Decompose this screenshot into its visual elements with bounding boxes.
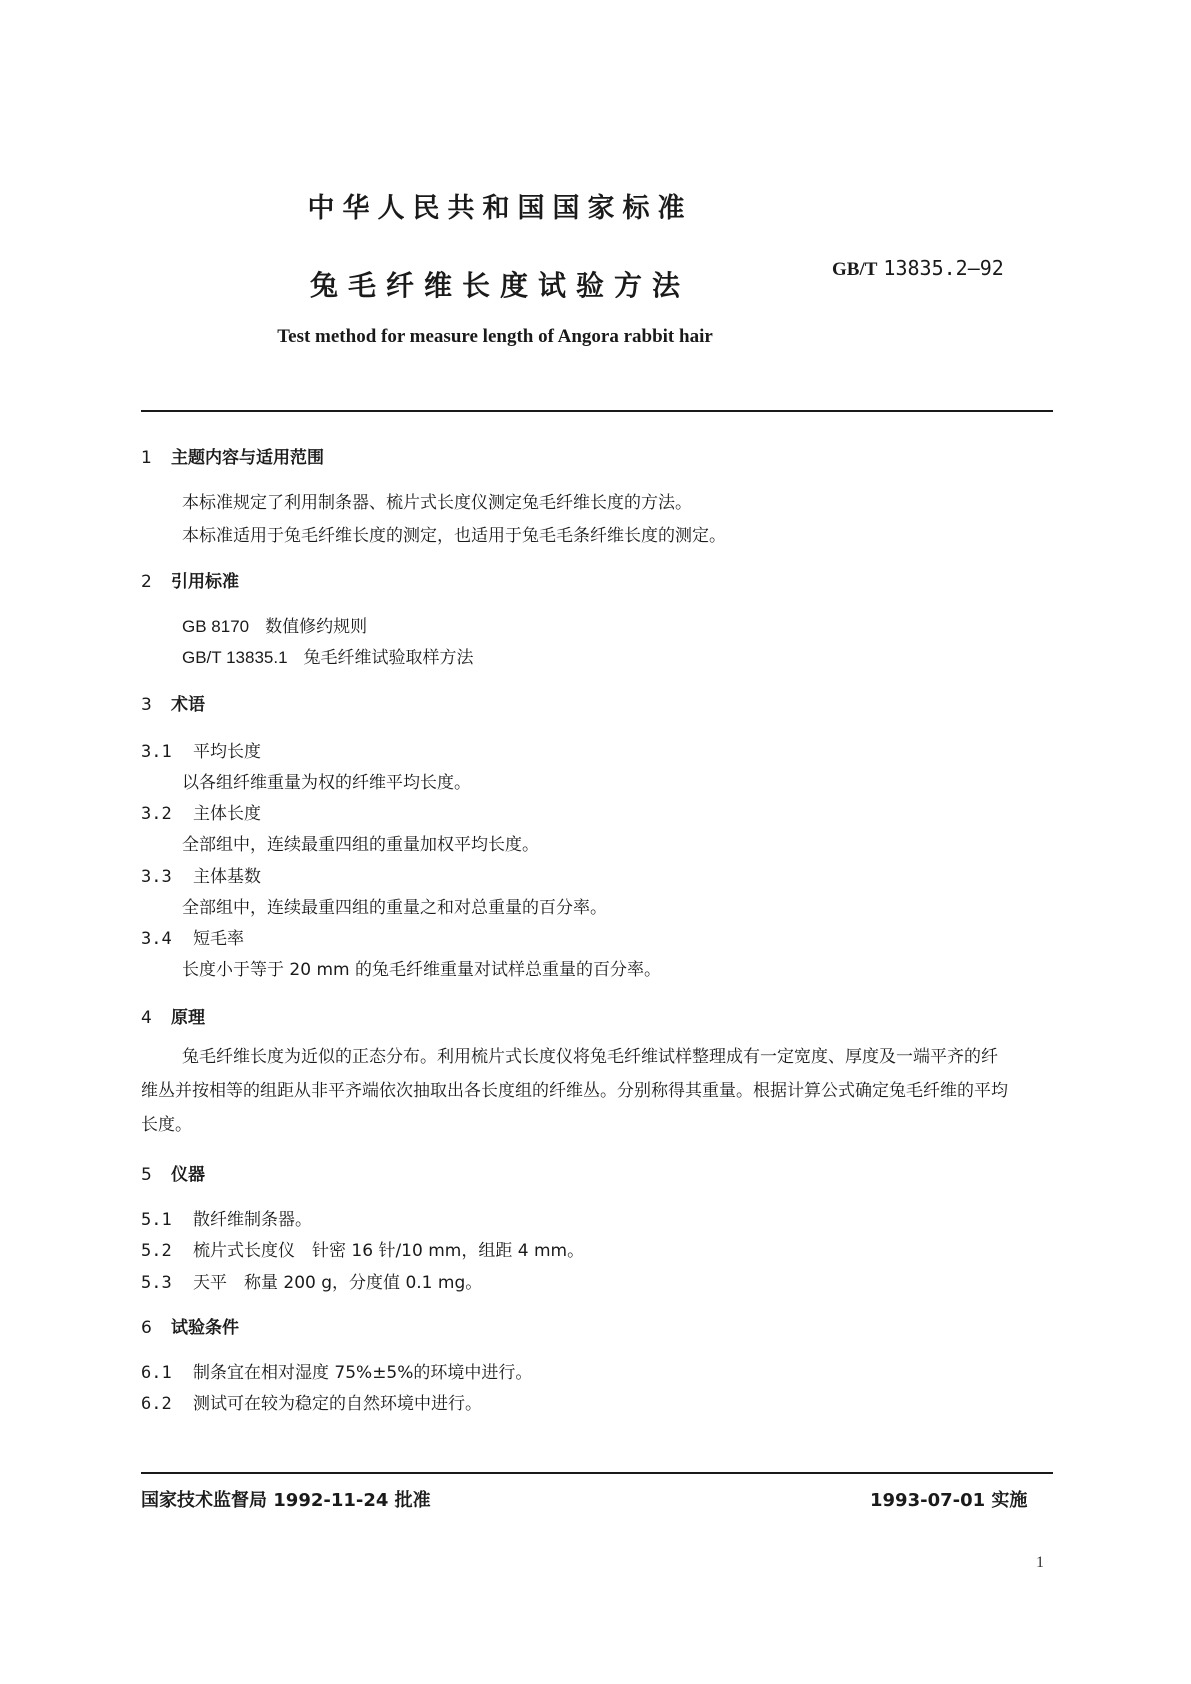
instrument-5-1-text: 散纤维制条器。 (193, 1210, 312, 1230)
instrument-5-3 (141, 1268, 482, 1293)
section-4-heading (141, 1003, 205, 1028)
section-6-title: 试验条件 (171, 1318, 239, 1338)
section-6-heading (141, 1313, 239, 1338)
condition-6-2-text: 测试可在较为稳定的自然环境中进行。 (193, 1394, 482, 1414)
document-title-en: Test method for measure length of Angora rabbit hair (277, 326, 713, 347)
term-3-2-number: 3.2 (141, 804, 172, 824)
header-divider (141, 410, 1053, 412)
condition-6-1-number: 6.1 (141, 1363, 172, 1383)
section-6-number: 6 (141, 1318, 152, 1338)
term-3-2-term: 主体长度 (193, 804, 261, 824)
instrument-5-1-number: 5.1 (141, 1210, 172, 1230)
term-3-1-definition: 以各组纤维重量为权的纤维平均长度。 (182, 773, 471, 793)
term-3-1-number: 3.1 (141, 742, 172, 762)
term-3-4 (141, 924, 244, 949)
reference-1 (182, 612, 367, 637)
national-standard-heading: 中华人民共和国国家标准 (307, 193, 693, 224)
term-3-4-definition: 长度小于等于 20 mm 的兔毛纤维重量对试样总重量的百分率。 (182, 960, 661, 980)
instrument-5-3-text: 天平 称量 200 g，分度值 0.1 mg。 (193, 1273, 483, 1293)
condition-6-1 (141, 1358, 532, 1383)
section-5-title: 仪器 (171, 1165, 205, 1185)
condition-6-2 (141, 1389, 482, 1414)
section-4-title: 原理 (171, 1008, 205, 1028)
section-1-heading (141, 443, 324, 468)
term-3-3-term: 主体基数 (193, 867, 261, 887)
section-2-title: 引用标准 (171, 572, 239, 592)
instrument-5-3-number: 5.3 (141, 1273, 172, 1293)
section-4-number: 4 (141, 1008, 152, 1028)
section-2-number: 2 (141, 572, 152, 592)
condition-6-2-number: 6.2 (141, 1394, 172, 1414)
instrument-5-2-text: 梳片式长度仪 针密 16 针/10 mm，组距 4 mm。 (193, 1241, 585, 1261)
section-1-number: 1 (141, 448, 152, 468)
term-3-3-number: 3.3 (141, 867, 172, 887)
term-3-1-term: 平均长度 (193, 742, 261, 762)
standard-code (832, 256, 1004, 281)
section-5-heading (141, 1160, 205, 1185)
effective-date-line: 1993-07-01 实施 (870, 1490, 1028, 1511)
section-2-heading (141, 567, 239, 592)
reference-1-code: GB 8170 (182, 617, 250, 636)
term-3-3 (141, 862, 261, 887)
standard-code-number: 13835.2—92 (883, 256, 1004, 280)
reference-1-title: 数值修约规则 (265, 617, 368, 637)
approval-line: 国家技术监督局 1992-11-24 批准 (141, 1490, 431, 1511)
term-3-1 (141, 737, 261, 762)
section-1-paragraph-1: 本标准规定了利用制条器、梳片式长度仪测定兔毛纤维长度的方法。 (182, 493, 692, 513)
term-3-2 (141, 799, 261, 824)
instrument-5-1 (141, 1205, 312, 1230)
section-3-heading (141, 690, 205, 715)
term-3-4-number: 3.4 (141, 929, 172, 949)
section-5-number: 5 (141, 1165, 152, 1185)
section-1-title: 主题内容与适用范围 (171, 448, 324, 468)
document-title-cn: 兔毛纤维长度试验方法 (309, 269, 690, 302)
footer-divider (141, 1472, 1053, 1474)
reference-2 (182, 643, 474, 668)
condition-6-1-text: 制条宜在相对湿度 75%±5%的环境中进行。 (193, 1363, 533, 1383)
instrument-5-2-number: 5.2 (141, 1241, 172, 1261)
term-3-4-term: 短毛率 (193, 929, 244, 949)
section-4-paragraph: 兔毛纤维长度为近似的正态分布。利用梳片式长度仪将兔毛纤维试样整理成有一定宽度、厚度及一端平齐的纤维丛并按相等的组距从非平齐端依次抽取出各长度组的纤维丛。分别称得其重量。根据计算公式确定兔毛纤维的平均长度。 (141, 1047, 1008, 1135)
reference-2-title: 兔毛纤维试验取样方法 (303, 648, 474, 668)
standard-code-prefix: GB/T (832, 259, 878, 280)
instrument-5-2 (141, 1236, 584, 1261)
section-1-paragraph-2: 本标准适用于兔毛纤维长度的测定，也适用于兔毛毛条纤维长度的测定。 (182, 526, 726, 546)
page-number: 1 (1036, 1554, 1044, 1571)
term-3-3-definition: 全部组中，连续最重四组的重量之和对总重量的百分率。 (182, 898, 607, 918)
reference-2-code: GB/T 13835.1 (182, 648, 288, 667)
section-3-number: 3 (141, 695, 152, 715)
section-3-title: 术语 (171, 695, 205, 715)
term-3-2-definition: 全部组中，连续最重四组的重量加权平均长度。 (182, 835, 539, 855)
